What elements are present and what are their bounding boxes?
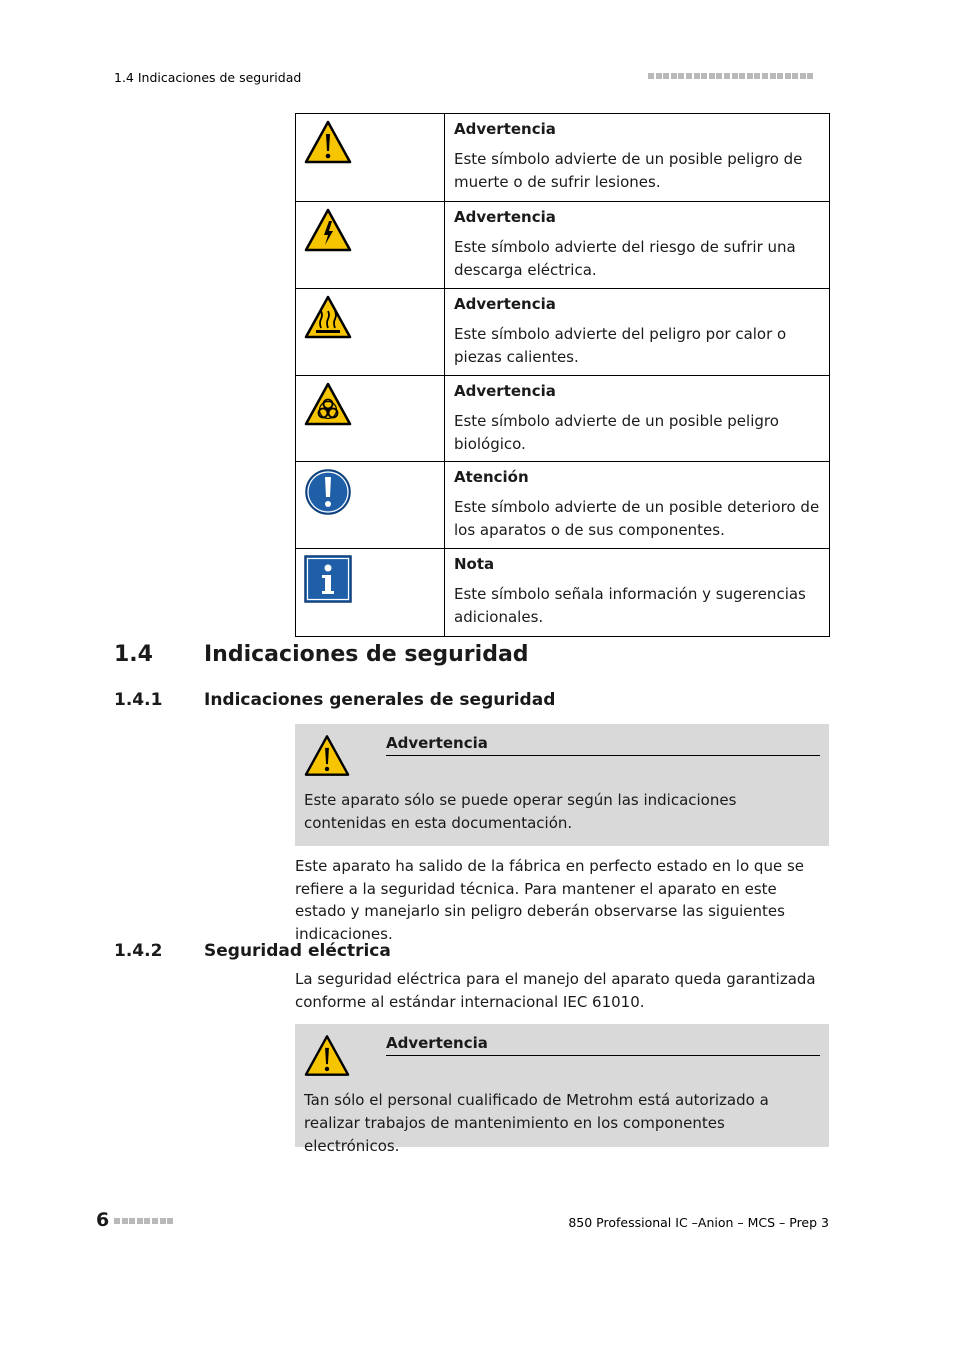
symbol-description: Este símbolo advierte de un posible peligro de muerte o de sufrir lesiones. xyxy=(454,150,803,191)
body-paragraph-electrical: La seguridad eléctrica para el manejo del aparato queda garantizada conforme al estándar internacional IEC 61010. xyxy=(295,970,816,1011)
footer-decorative-dots xyxy=(114,1218,173,1224)
subsection-title: Seguridad eléctrica xyxy=(204,941,391,961)
general-warning-icon xyxy=(304,120,352,164)
header-decorative-dots xyxy=(648,73,813,79)
section-heading xyxy=(114,642,529,667)
table-row xyxy=(296,289,830,376)
table-row xyxy=(296,549,830,637)
table-row xyxy=(296,462,830,549)
symbol-title: Advertencia xyxy=(454,208,556,226)
symbol-title: Nota xyxy=(454,555,495,573)
safety-symbols-table xyxy=(295,113,830,637)
symbol-description: Este símbolo advierte de un posible peligro biológico. xyxy=(454,412,779,453)
symbol-title: Advertencia xyxy=(454,382,556,400)
general-warning-icon xyxy=(304,734,350,777)
symbol-title: Atención xyxy=(454,468,529,486)
subsection-title: Indicaciones generales de seguridad xyxy=(204,690,556,710)
hot-surface-icon xyxy=(304,295,352,339)
symbol-description: Este símbolo señala información y sugerencias adicionales. xyxy=(454,585,806,626)
page-number: 6 xyxy=(96,1209,110,1231)
warning-title: Advertencia xyxy=(386,1033,820,1056)
section-title: Indicaciones de seguridad xyxy=(204,642,529,667)
biohazard-icon xyxy=(304,382,352,426)
warning-box-general xyxy=(295,724,829,846)
table-row xyxy=(296,202,830,289)
subsection-number: 1.4.2 xyxy=(114,941,163,961)
warning-text: Este aparato sólo se puede operar según las indicaciones contenidas en esta documentación. xyxy=(304,791,737,832)
table-row xyxy=(296,114,830,202)
footer-document-title: 850 Professional IC –Anion – MCS – Prep 3 xyxy=(568,1215,829,1230)
body-paragraph-general: Este aparato ha salido de la fábrica en perfecto estado en lo que se refiere a la seguridad técnica. Para mantener el aparato en este estado y manejarlo sin peligro deberán observarse las siguientes indicaciones. xyxy=(295,857,804,943)
symbol-description: Este símbolo advierte del peligro por calor o piezas calientes. xyxy=(454,325,787,366)
subsection-heading-general xyxy=(114,690,555,710)
info-icon xyxy=(304,555,352,603)
section-number: 1.4 xyxy=(114,642,153,667)
warning-title: Advertencia xyxy=(386,733,820,756)
running-header-section: 1.4 Indicaciones de seguridad xyxy=(114,70,302,85)
electrical-hazard-icon xyxy=(304,208,352,252)
symbol-title: Advertencia xyxy=(454,120,556,138)
table-row xyxy=(296,376,830,462)
general-warning-icon xyxy=(304,1034,350,1077)
symbol-description: Este símbolo advierte de un posible deterioro de los aparatos o de sus componentes. xyxy=(454,498,820,539)
subsection-number: 1.4.1 xyxy=(114,690,163,710)
warning-text: Tan sólo el personal cualificado de Metrohm está autorizado a realizar trabajos de mantenimiento en los componentes electrónicos. xyxy=(304,1091,769,1155)
symbol-description: Este símbolo advierte del riesgo de sufrir una descarga eléctrica. xyxy=(454,238,796,279)
subsection-heading-electrical xyxy=(114,941,391,961)
attention-icon xyxy=(304,468,352,516)
warning-box-electrical xyxy=(295,1024,829,1155)
symbol-title: Advertencia xyxy=(454,295,556,313)
